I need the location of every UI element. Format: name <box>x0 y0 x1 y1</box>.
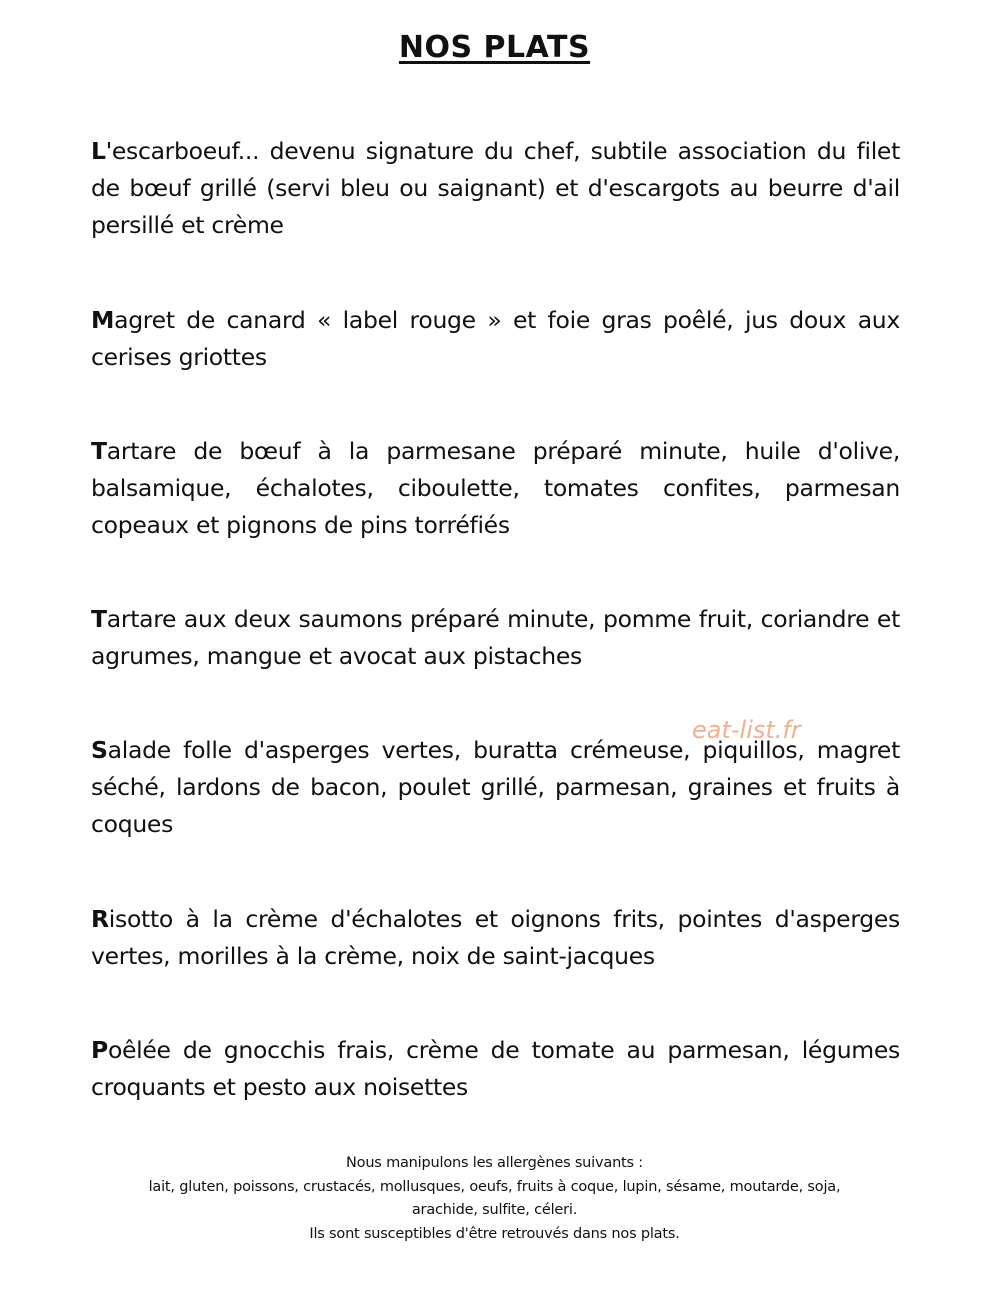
dish-description: alade folle d'asperges vertes, buratta crémeuse, piquillos, magret séché, lardons de bacon, poulet grillé, parmesan, graines et fruits à coques <box>91 736 900 838</box>
dish-initial: T <box>91 605 107 633</box>
dish-initial: P <box>91 1036 108 1064</box>
dish-description: artare de bœuf à la parmesane préparé minute, huile d'olive, balsamique, échalotes, ciboulette, tomates confites, parmesan copeaux et pignons de pins torréfiés <box>91 437 900 539</box>
allergen-list-continued: arachide, sulfite, céleri. <box>411 1202 578 1218</box>
dish-initial: M <box>91 306 115 334</box>
dish-magret <box>91 302 900 376</box>
page-title: NOS PLATS <box>398 30 591 65</box>
allergen-intro: Nous manipulons les allergènes suivants : <box>346 1155 643 1171</box>
dish-description: agret de canard « label rouge » et foie gras poêlé, jus doux aux cerises griottes <box>91 306 900 371</box>
dish-tartare-saumons <box>91 601 900 675</box>
dish-description: isotto à la crème d'échalotes et oignons frits, pointes d'asperges vertes, morilles à la crème, noix de saint-jacques <box>91 905 900 970</box>
dish-initial: R <box>91 905 109 933</box>
dish-initial: S <box>91 736 108 764</box>
dish-salade <box>91 732 900 843</box>
dish-risotto <box>91 901 900 975</box>
allergen-notice <box>0 1152 989 1246</box>
allergen-list: lait, gluten, poissons, crustacés, mollusques, oeufs, fruits à coque, lupin, sésame, moutarde, soja, <box>148 1178 841 1195</box>
dish-description: oêlée de gnocchis frais, crème de tomate au parmesan, légumes croquants et pesto aux noisettes <box>91 1036 900 1101</box>
dish-gnocchis <box>91 1032 900 1106</box>
allergen-warning: Ils sont susceptibles d'être retrouvés dans nos plats. <box>309 1225 680 1242</box>
dish-description: 'escarboeuf... devenu signature du chef, subtile association du filet de bœuf grillé (servi bleu ou saignant) et d'escargots au beurre d'ail persillé et crème <box>91 137 900 239</box>
dish-initial: L <box>91 137 106 165</box>
dish-initial: T <box>91 437 107 465</box>
dish-description: artare aux deux saumons préparé minute, pomme fruit, coriandre et agrumes, mangue et avocat aux pistaches <box>91 605 900 670</box>
dish-escarboeuf <box>91 133 900 244</box>
dish-tartare-boeuf <box>91 433 900 544</box>
watermark-logo: eat-list.fr <box>692 716 801 744</box>
